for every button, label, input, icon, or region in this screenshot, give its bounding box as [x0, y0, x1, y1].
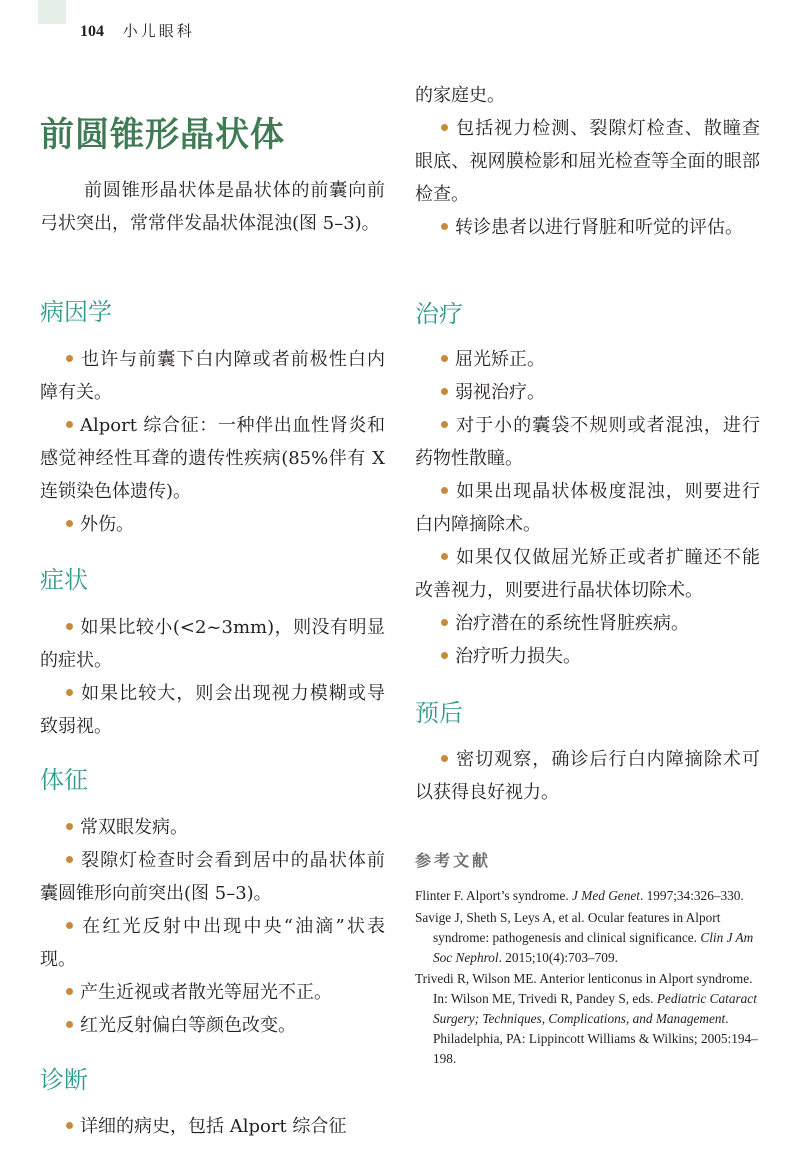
section-heading-treatment: 治疗	[415, 300, 463, 328]
list-item: 在红光反射中出现中央“油滴”状表现。	[40, 916, 385, 970]
bullet-icon	[441, 755, 448, 762]
list-item: Alport 综合征：一种伴出血性肾炎和感觉神经性耳聋的遗传性疾病(85%伴有 X 连锁染色体遗传)。	[40, 415, 385, 502]
list-item: 转诊患者以进行肾脏和听觉的评估。	[415, 211, 760, 244]
section-heading-symptoms: 症状	[40, 566, 88, 594]
bullet-icon	[441, 355, 448, 362]
book-title: 小儿眼科	[122, 22, 195, 40]
bullet-icon	[66, 520, 73, 527]
bullet-icon	[441, 652, 448, 659]
bullet-icon	[441, 421, 448, 428]
bullet-icon	[441, 124, 448, 131]
bullet-icon	[66, 1021, 73, 1028]
bullet-icon	[66, 988, 73, 995]
intro-paragraph: 前圆锥形晶状体是晶状体的前囊向前弓状突出，常常伴发晶状体混浊(图 5–3)。	[40, 180, 385, 234]
bullet-icon	[66, 689, 73, 696]
list-item: 如果比较小(<2~3mm)，则没有明显的症状。	[40, 617, 385, 671]
section-heading-prognosis: 预后	[415, 699, 463, 727]
bullet-icon	[66, 355, 73, 362]
section-heading-signs: 体征	[40, 766, 88, 794]
list-item: 对于小的囊袋不规则或者混浊，进行药物性散瞳。	[415, 415, 760, 469]
list-item-continued: 的家庭史。	[415, 85, 505, 106]
list-item: 详细的病史，包括 Alport 综合征	[40, 1110, 385, 1143]
reference-item: Trivedi R, Wilson ME. Anterior lenticonus in Alport syndrome. In: Wilson ME, Trivedi R, Pandey S, eds. Pediatric Cataract Surgery; Techniques, Complications, and Management. Philadelphia, PA: Lippincott Williams & Wilkins; 2005:194–198.	[415, 971, 758, 1066]
list-item: 治疗潜在的系统性肾脏疾病。	[415, 607, 760, 640]
list-item: 治疗听力损失。	[415, 640, 760, 673]
list-item: 如果出现晶状体极度混浊，则要进行白内障摘除术。	[415, 481, 760, 535]
list-item: 外伤。	[40, 508, 385, 541]
bullet-icon	[441, 223, 448, 230]
list-item: 产生近视或者散光等屈光不正。	[40, 976, 385, 1009]
bullet-icon	[66, 623, 73, 630]
bullet-icon	[441, 553, 448, 560]
section-heading-diagnosis: 诊断	[40, 1066, 88, 1094]
chapter-title: 前圆锥形晶状体	[40, 115, 285, 155]
list-item: 如果比较大，则会出现视力模糊或导致弱视。	[40, 683, 385, 737]
list-item: 常双眼发病。	[40, 811, 385, 844]
bullet-icon	[66, 1122, 73, 1129]
bullet-icon	[66, 856, 73, 863]
reference-item: Savige J, Sheth S, Leys A, et al. Ocular features in Alport syndrome: pathogenesis and clinical significance. Clin J Am Soc Nephrol. 2015;10(4):703–709.	[415, 910, 754, 965]
page-edge-tab	[38, 0, 66, 24]
list-item: 弱视治疗。	[415, 376, 760, 409]
list-item: 裂隙灯检查时会看到居中的晶状体前囊圆锥形向前突出(图 5–3)。	[40, 850, 385, 904]
bullet-icon	[66, 823, 73, 830]
bullet-icon	[441, 388, 448, 395]
list-item: 如果仅仅做屈光矫正或者扩瞳还不能改善视力，则要进行晶状体切除术。	[415, 547, 760, 601]
section-heading-etiology: 病因学	[40, 298, 112, 326]
bullet-icon	[441, 619, 448, 626]
list-item: 也许与前囊下白内障或者前极性白内障有关。	[40, 349, 385, 403]
bullet-icon	[441, 487, 448, 494]
list-item: 包括视力检测、裂隙灯检查、散瞳查眼底、视网膜检影和屈光检查等全面的眼部检查。	[415, 118, 760, 205]
list-item: 密切观察，确诊后行白内障摘除术可以获得良好视力。	[415, 749, 760, 803]
reference-item: Flinter F. Alport’s syndrome. J Med Genet. 1997;34:326–330.	[415, 888, 744, 903]
bullet-icon	[66, 922, 73, 929]
list-item: 红光反射偏白等颜色改变。	[40, 1009, 385, 1042]
list-item: 屈光矫正。	[415, 343, 760, 376]
bullet-icon	[66, 421, 73, 428]
page-number: 104	[80, 23, 104, 40]
references-heading: 参考文献	[415, 851, 492, 870]
running-head	[80, 20, 195, 41]
